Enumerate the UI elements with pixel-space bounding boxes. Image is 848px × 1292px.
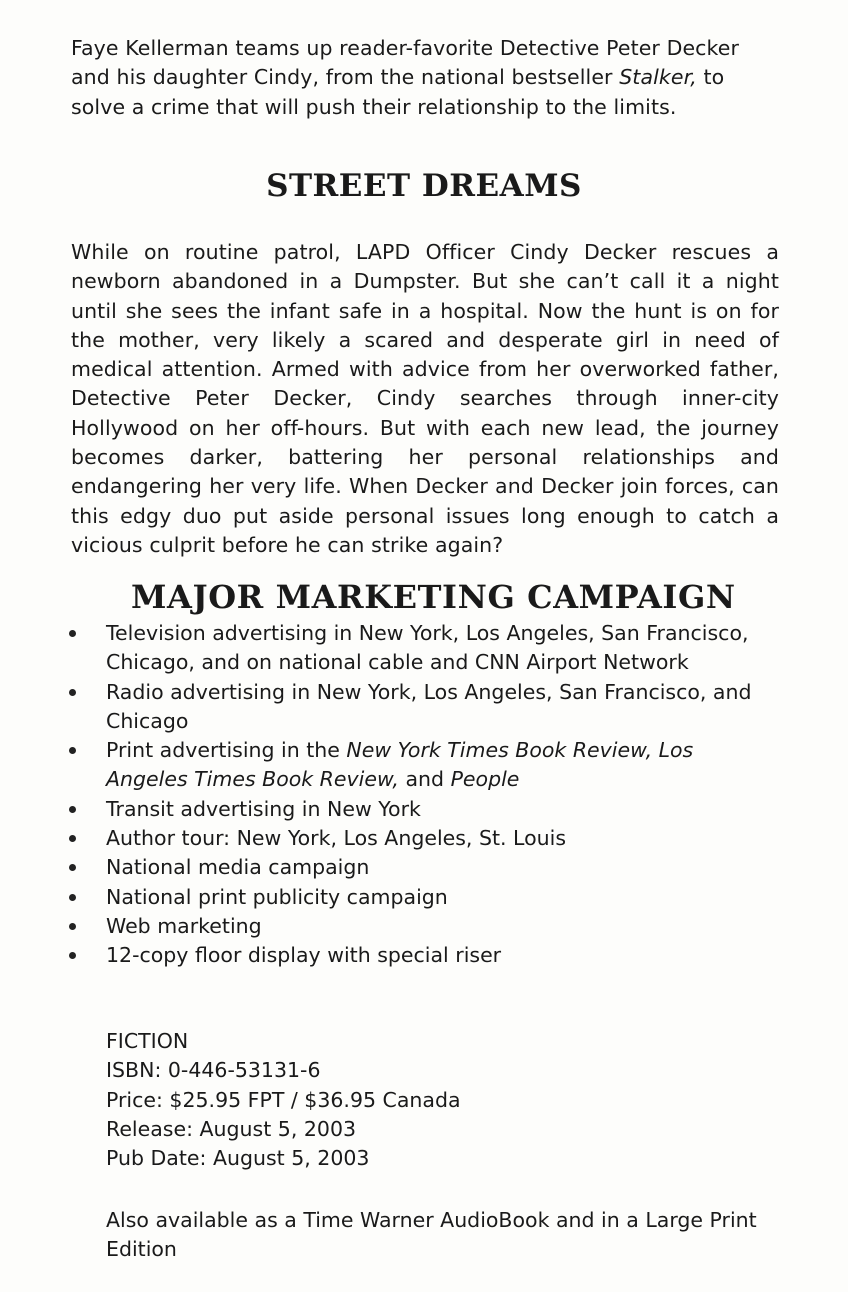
list-item (0, 619, 756, 678)
marketing-print-prefix: Print advertising in the (106, 738, 347, 763)
list-item (0, 853, 756, 882)
marketing-display: 12-copy floor display with special riser (106, 943, 502, 968)
list-item (0, 824, 756, 853)
info-pub-date: Pub Date: August 5, 2003 (106, 1146, 370, 1171)
marketing-tv: Television advertising in New York, Los Angeles, San Francisco, Chicago, and on national cable and CNN Airport Network (106, 621, 749, 675)
list-item (0, 883, 756, 912)
marketing-tour: Author tour: New York, Los Angeles, St. Louis (106, 826, 567, 851)
marketing-media: National media campaign (106, 855, 370, 880)
marketing-print-pub2: People (450, 767, 520, 792)
bullet-icon (69, 630, 76, 637)
intro-paragraph (71, 34, 771, 122)
bullet-icon (69, 864, 76, 871)
marketing-heading: MAJOR MARKETING CAMPAIGN (131, 578, 736, 616)
marketing-print-mid: and (398, 767, 451, 792)
list-item (0, 912, 756, 941)
info-isbn: ISBN: 0-446-53131-6 (106, 1058, 321, 1083)
also-available: Also available as a Time Warner AudioBook and in a Large Print Edition (106, 1208, 757, 1262)
bullet-icon (69, 747, 76, 754)
list-item (0, 795, 756, 824)
marketing-radio: Radio advertising in New York, Los Angeles, San Francisco, and Chicago (106, 679, 752, 733)
bullet-icon (69, 689, 76, 696)
marketing-web: Web marketing (106, 913, 262, 938)
list-item (0, 941, 756, 970)
bullet-icon (69, 894, 76, 901)
info-release: Release: August 5, 2003 (106, 1116, 357, 1141)
list-item (0, 678, 756, 737)
marketing-list (0, 619, 848, 971)
marketing-print-pub1: New York Times Book Review, Los Angeles Times Book Review, (106, 738, 694, 792)
book-title-stalker: Stalker, (619, 65, 697, 90)
bullet-icon (69, 923, 76, 930)
marketing-publicity: National print publicity campaign (106, 884, 448, 909)
list-item (0, 736, 756, 795)
book-title: STREET DREAMS (266, 168, 582, 204)
bullet-icon (69, 835, 76, 842)
info-price: Price: $25.95 FPT / $36.95 Canada (106, 1087, 461, 1112)
bullet-icon (69, 952, 76, 959)
intro-text-start: Faye Kellerman teams up reader-favorite Detective Peter Decker and his daughter Cindy, from the national bestseller (71, 36, 740, 90)
book-info (106, 1027, 461, 1173)
book-description: While on routine patrol, LAPD Officer Cindy Decker rescues a newborn abandoned in a Dumpster. But she can’t call it a night until she sees the infant safe in a hospital. Now the hunt is on for the mother, very likely a scared and desperate girl in need of medical attention. Armed with advice from her overworked father, Detective Peter Decker, Cindy searches through inner-city Hollywood on her off-hours. But with each new lead, the journey becomes darker, battering her personal relationships and endangering her very life. When Decker and Decker join forces, can this edgy duo put aside personal issues long enough to catch a vicious culprit before he can strike again? (71, 240, 779, 557)
marketing-transit: Transit advertising in New York (106, 796, 421, 821)
intro-text-end: to solve a crime that will push their relationship to the limits. (71, 65, 725, 119)
bullet-icon (69, 806, 76, 813)
info-category: FICTION (106, 1029, 189, 1053)
